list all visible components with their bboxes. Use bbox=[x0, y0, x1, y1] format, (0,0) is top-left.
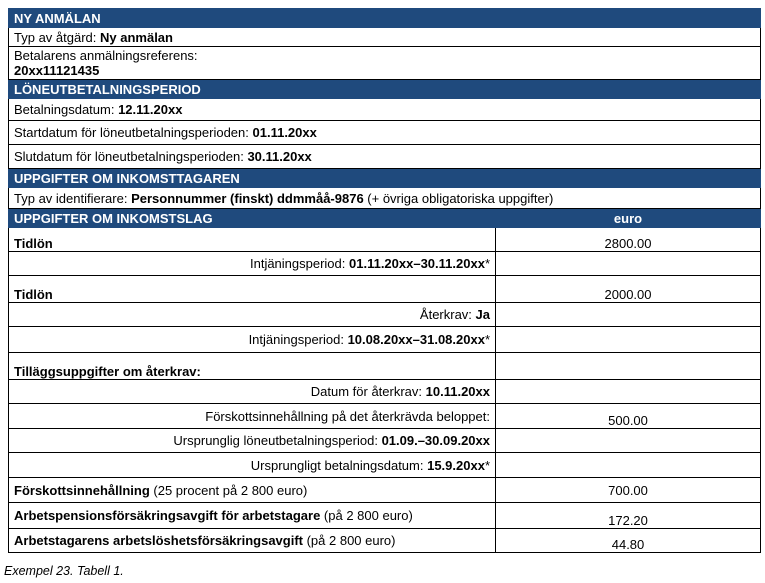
arbpens-suffix: (på 2 800 euro) bbox=[320, 508, 413, 523]
forskott-aterkravt-belopp: Förskottsinnehållning på det återkrävda beloppet: bbox=[9, 404, 496, 429]
section-header-inkomstslag: UPPGIFTER OM INKOMSTSLAG bbox=[9, 209, 496, 228]
typ-label: Typ av åtgärd: bbox=[14, 29, 100, 45]
currency-header: euro bbox=[496, 209, 761, 228]
ursprunglig-period bbox=[9, 429, 496, 453]
arbetsloshetsavgift bbox=[9, 529, 496, 553]
datum-label: Datum för återkrav: bbox=[310, 384, 426, 399]
aterkrav bbox=[9, 303, 496, 327]
section-header-loneutbetalningsperiod: LÖNEUTBETALNINGSPERIOD bbox=[9, 80, 761, 99]
intjaningsperiod-1-amount bbox=[496, 252, 761, 276]
arblos-suffix: (på 2 800 euro) bbox=[302, 533, 396, 548]
slut-value: 30.11.20xx bbox=[247, 149, 312, 164]
id-label: Typ av identifierare: bbox=[14, 190, 132, 206]
row-startdatum bbox=[9, 121, 761, 145]
intjaningsperiod-1 bbox=[9, 252, 496, 276]
intj2-value: 10.08.20xx–31.08.20xx bbox=[347, 332, 485, 347]
row-slutdatum bbox=[9, 145, 761, 169]
id-value: Personnummer (finskt) ddmmåå-9876 bbox=[131, 190, 364, 206]
row-typ-av-atgard bbox=[9, 28, 761, 47]
bet-value: 12.11.20xx bbox=[118, 102, 183, 117]
arbetspensionsavgift bbox=[9, 503, 496, 529]
urspr-period-label: Ursprunglig löneutbetalningsperiod: bbox=[173, 433, 382, 448]
arbetspensionsavgift-amount: 172.20 bbox=[496, 503, 761, 529]
intj1-value: 01.11.20xx–30.11.20xx bbox=[349, 256, 485, 271]
forskott-label: Förskottsinnehållning bbox=[14, 482, 150, 498]
intj1-label: Intjäningsperiod: bbox=[249, 256, 349, 271]
forskott-suffix: (25 procent på 2 800 euro) bbox=[149, 482, 308, 498]
start-label: Startdatum för löneutbetalningsperioden: bbox=[14, 125, 253, 140]
tillaggsuppgifter: Tilläggsuppgifter om återkrav: bbox=[9, 353, 496, 380]
aterkrav-amount bbox=[496, 303, 761, 327]
start-value: 01.11.20xx bbox=[252, 125, 317, 140]
tillaggsuppgifter-amount bbox=[496, 353, 761, 380]
notification-table bbox=[8, 8, 761, 553]
tidlon-2-label: Tidlön bbox=[9, 276, 496, 303]
arblos-label: Arbetstagarens arbetslöshetsförsäkringsavgift bbox=[14, 533, 303, 548]
tidlon-1-label: Tidlön bbox=[9, 228, 496, 252]
urspr-datum-label: Ursprungligt betalningsdatum: bbox=[250, 457, 428, 473]
tidlon-2-amount: 2000.00 bbox=[496, 276, 761, 303]
intjaningsperiod-2 bbox=[9, 327, 496, 353]
ref-value: 20xx11121435 bbox=[14, 63, 100, 78]
table-caption: Exempel 23. Tabell 1. bbox=[4, 564, 124, 578]
arbetsloshetsavgift-amount: 44.80 bbox=[496, 529, 761, 553]
section-header-inkomsttagaren: UPPGIFTER OM INKOMSTTAGAREN bbox=[9, 169, 761, 188]
row-betalningsdatum bbox=[9, 99, 761, 121]
document bbox=[8, 8, 760, 553]
typ-value: Ny anmälan bbox=[100, 29, 173, 45]
ref-label: Betalarens anmälningsreferens: bbox=[14, 48, 198, 63]
arbpens-label: Arbetspensionsförsäkringsavgift för arbetstagare bbox=[14, 508, 321, 523]
slut-label: Slutdatum för löneutbetalningsperioden: bbox=[14, 149, 248, 164]
ursprunglig-period-amount bbox=[496, 429, 761, 453]
ursprungligt-betalningsdatum bbox=[9, 453, 496, 478]
aterkrav-value: Ja bbox=[475, 307, 490, 322]
intj2-suffix: * bbox=[484, 332, 490, 347]
urspr-period-value: 01.09.–30.09.20xx bbox=[381, 433, 490, 448]
intj2-label: Intjäningsperiod: bbox=[248, 332, 348, 347]
aterkrav-label: Återkrav: bbox=[419, 307, 476, 322]
forskott-aterkravt-amount: 500.00 bbox=[496, 404, 761, 429]
id-suffix: (+ övriga obligatoriska uppgifter) bbox=[363, 190, 554, 206]
urspr-datum-value: 15.9.20xx bbox=[427, 457, 485, 473]
row-anmalningsreferens bbox=[9, 47, 761, 80]
intj1-suffix: * bbox=[484, 256, 490, 271]
forskottsinnehallning-amount: 700.00 bbox=[496, 478, 761, 503]
datum-for-aterkrav bbox=[9, 380, 496, 404]
intjaningsperiod-2-amount bbox=[496, 327, 761, 353]
section-header-ny-anmalan: NY ANMÄLAN bbox=[9, 9, 761, 28]
tidlon-1-amount: 2800.00 bbox=[496, 228, 761, 252]
urspr-datum-suffix: * bbox=[484, 457, 490, 473]
row-identifierare bbox=[9, 188, 761, 209]
bet-label: Betalningsdatum: bbox=[14, 102, 119, 117]
datum-for-aterkrav-amount bbox=[496, 380, 761, 404]
forskottsinnehallning bbox=[9, 478, 496, 503]
datum-value: 10.11.20xx bbox=[425, 384, 490, 399]
ursprungligt-betalningsdatum-amount bbox=[496, 453, 761, 478]
